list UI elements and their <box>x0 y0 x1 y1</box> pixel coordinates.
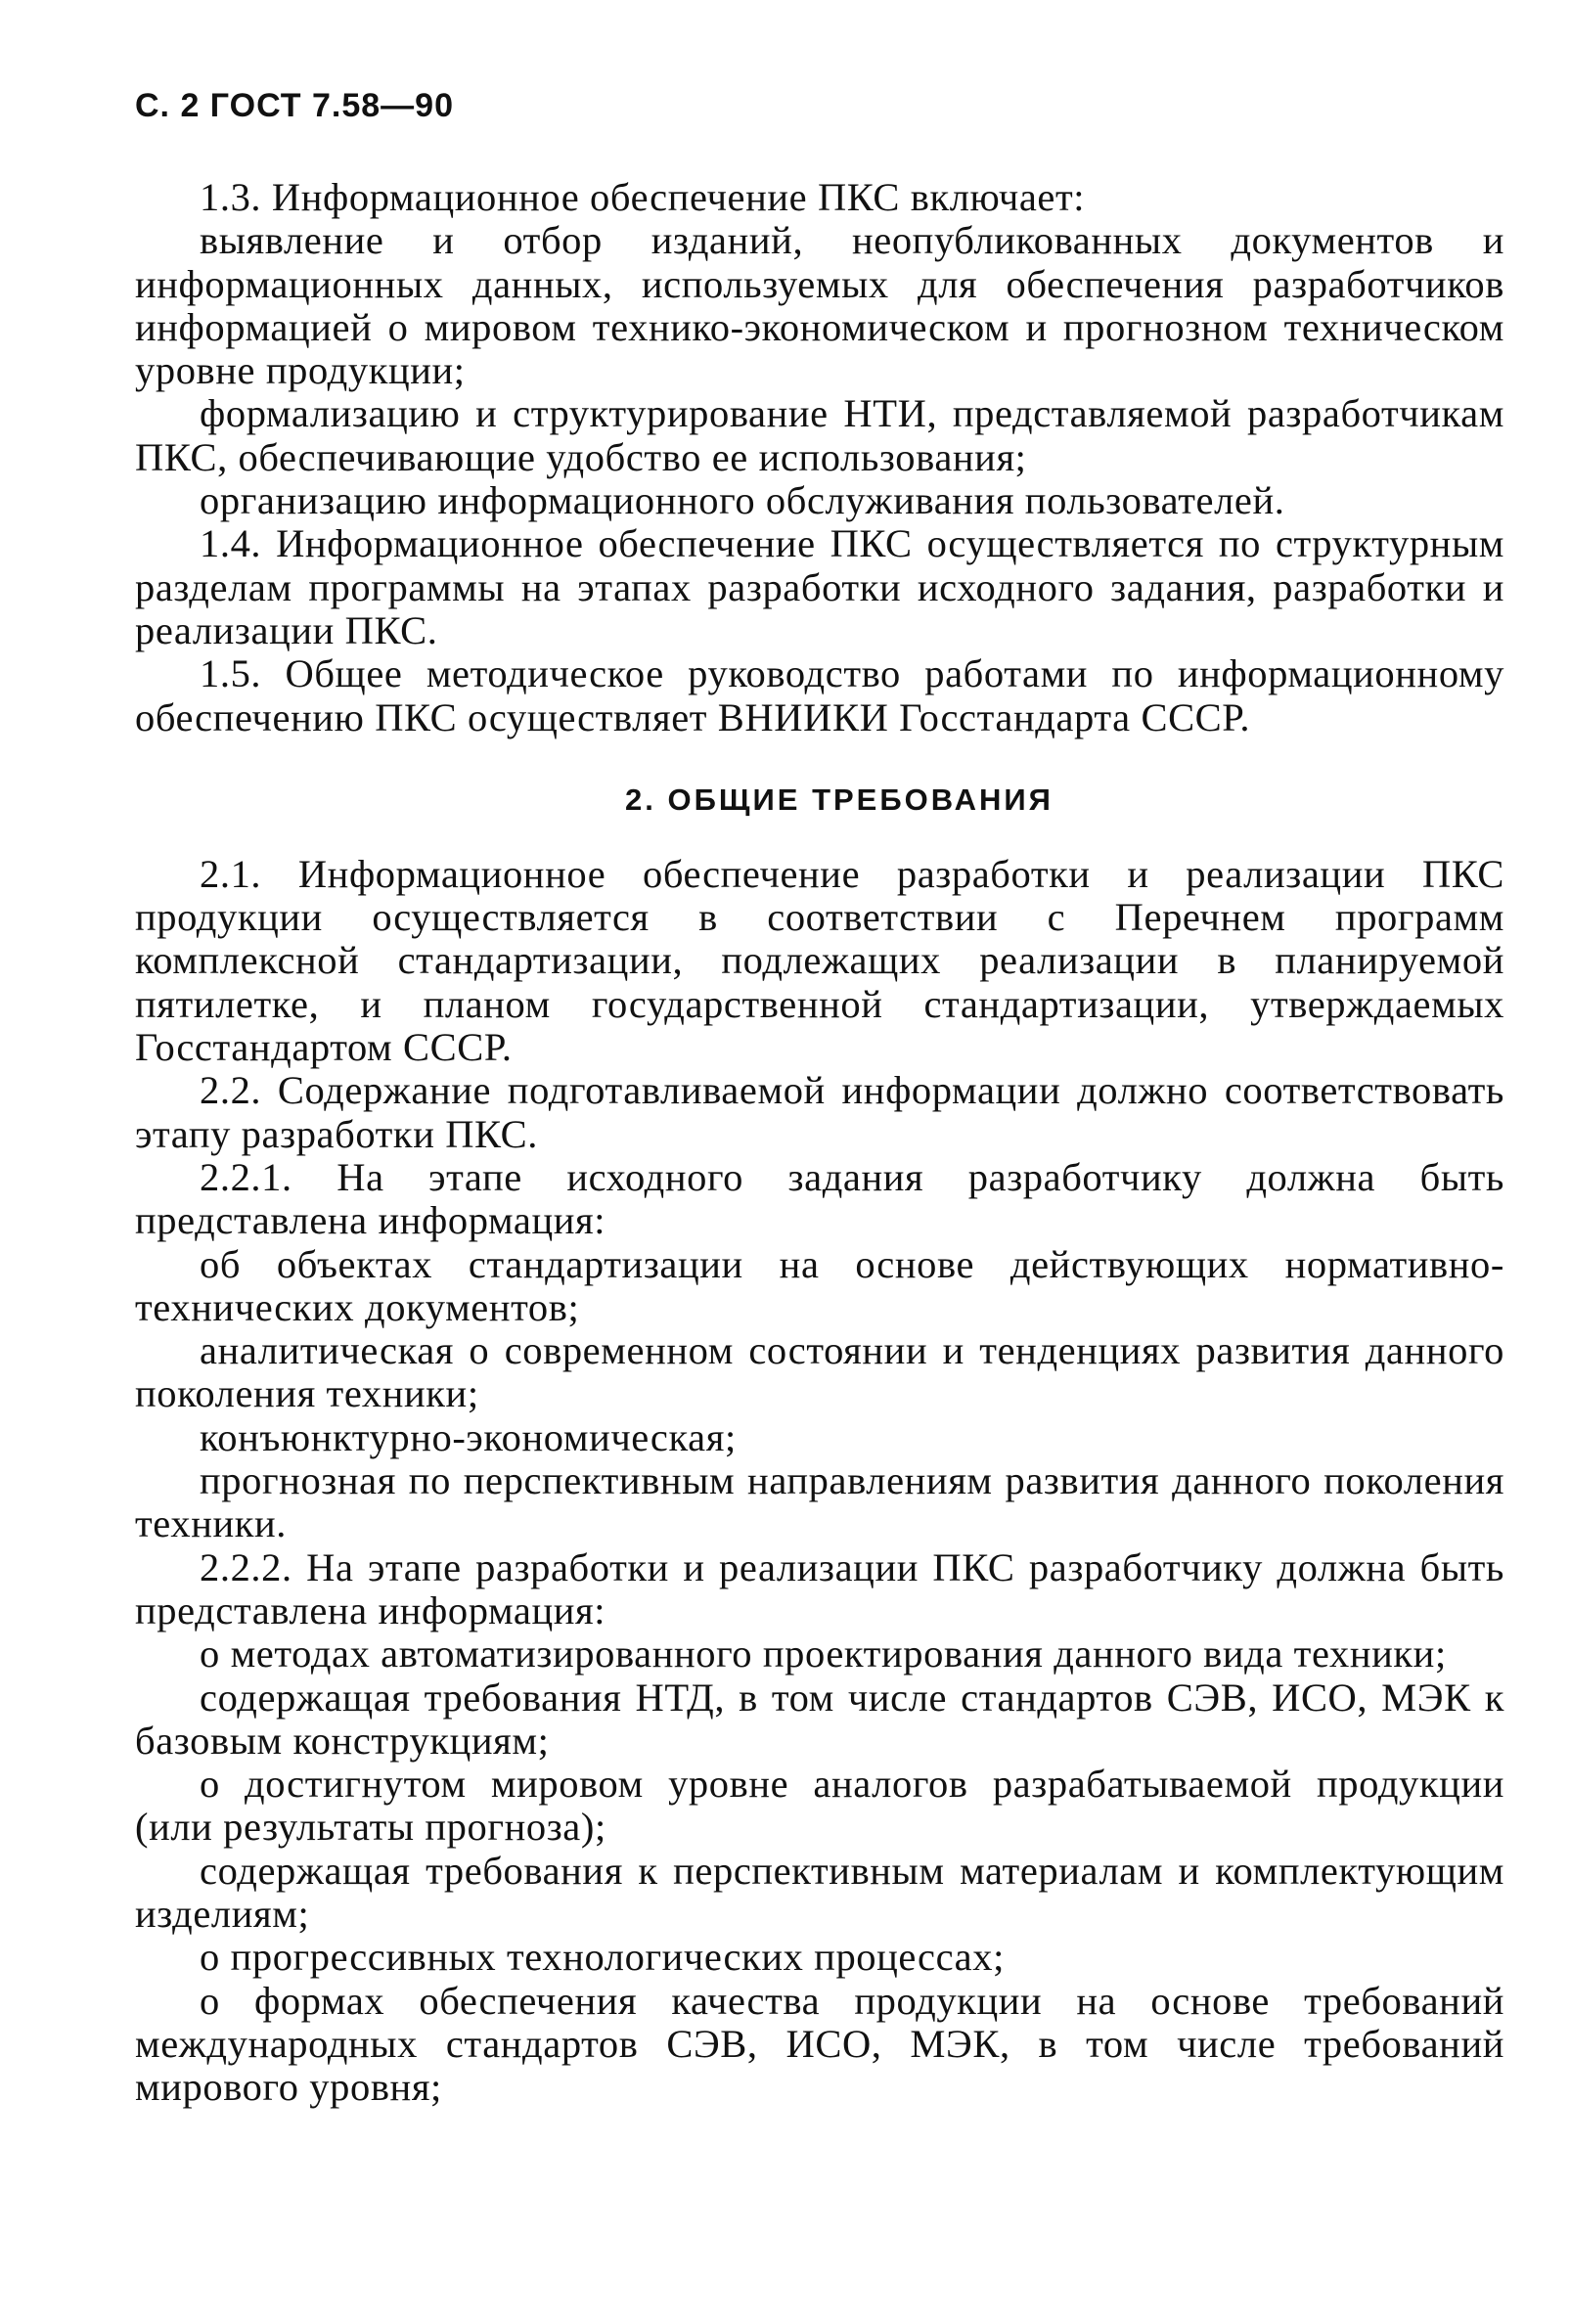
list-item: о прогрессивных технологических процессах; <box>200 1935 1005 1980</box>
paragraph-2-1: 2.1. Информационное обеспечение разработки и реализации ПКС продукции осуществляется в соответствии с Перечнем программ комплексной стандартизации, подлежащих реализации в планируемой пятилетке, и планом государственной стандартизации, утверждаемых Госстандартом СССР. <box>135 851 1504 1070</box>
list-item: о достигнутом мировом уровне аналогов разрабатываемой продукции (или результаты прогноза); <box>135 1762 1504 1850</box>
running-head: С. 2 ГОСТ 7.58—90 <box>135 87 454 124</box>
section-1-continuation <box>135 176 1504 739</box>
list-item: о методах автоматизированного проектирования данного вида техники; <box>200 1631 1447 1676</box>
list-item: выявление и отбор изданий, неопубликованных документов и информационных данных, используемых для обеспечения разработчиков информацией о мировом технико-экономическом и прогнозном техническом уровне продукции; <box>135 218 1504 393</box>
paragraph-1-3: 1.3. Информационное обеспечение ПКС включает: <box>200 175 1086 219</box>
paragraph-2-2-2: 2.2.2. На этапе разработки и реализации ПКС разработчику должна быть представлена информация: <box>135 1544 1504 1632</box>
list-item: аналитическая о современном состоянии и тенденциях развития данного поколения техники; <box>135 1328 1504 1416</box>
paragraph-2-2: 2.2. Содержание подготавливаемой информации должно соответствовать этапу разработки ПКС. <box>135 1068 1504 1156</box>
list-item: организацию информационного обслуживания пользователей. <box>200 478 1285 523</box>
list-item: формализацию и структурирование НТИ, представляемой разработчикам ПКС, обеспечивающие удобство ее использования; <box>135 391 1504 479</box>
paragraph-1-5: 1.5. Общее методическое руководство работами по информационному обеспечению ПКС осуществляет ВНИИКИ Госстандарта СССР. <box>135 651 1504 739</box>
list-item: конъюнктурно-экономическая; <box>200 1414 737 1459</box>
list-item: об объектах стандартизации на основе действующих нормативно-технических документов; <box>135 1241 1504 1329</box>
document-page <box>135 86 1504 2109</box>
list-item: содержащая требования НТД, в том числе стандартов СЭВ, ИСО, МЭК к базовым конструкциям; <box>135 1675 1504 1763</box>
list-item: содержащая требования к перспективным материалам и комплектующим изделиям; <box>135 1848 1504 1936</box>
paragraph-2-2-1: 2.2.1. На этапе исходного задания разработчику должна быть представлена информация: <box>135 1154 1504 1243</box>
section-2-body <box>135 853 1504 2110</box>
list-item: прогнозная по перспективным направлениям развития данного поколения техники. <box>135 1458 1504 1546</box>
list-item: о формах обеспечения качества продукции на основе требований международных стандартов СЭВ, ИСО, МЭК, в том числе требований мирового уровня; <box>135 1978 1504 2110</box>
section-title: 2. ОБЩИЕ ТРЕБОВАНИЯ <box>625 782 1054 817</box>
paragraph-1-4: 1.4. Информационное обеспечение ПКС осуществляется по структурным разделам программы на этапах разработки исходного задания, разработки и реализации ПКС. <box>135 521 1504 652</box>
